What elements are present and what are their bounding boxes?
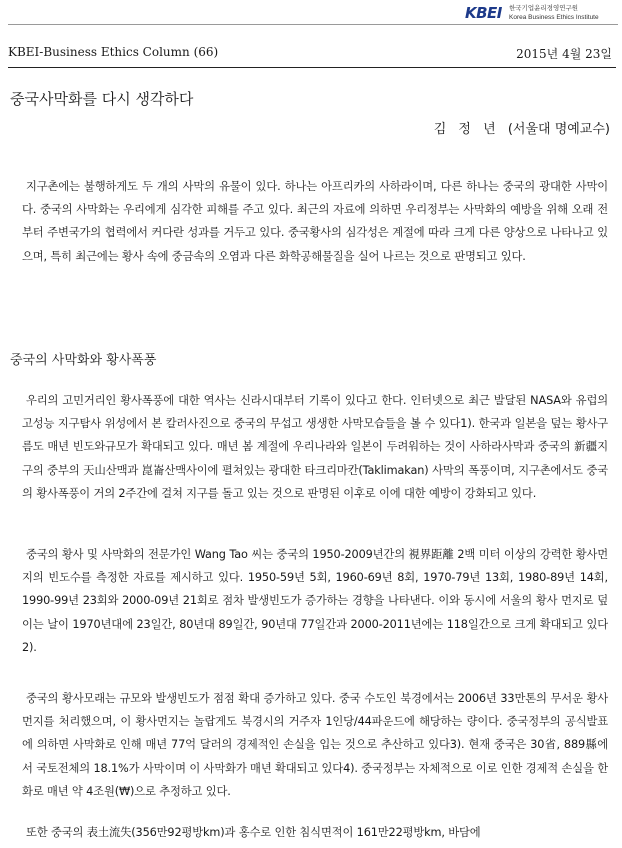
column-label: KBEI-Business Ethics Column (66) — [8, 45, 219, 59]
logo-text — [509, 4, 599, 22]
section-heading: 중국의 사막화와 황사폭풍 — [10, 353, 157, 368]
body-paragraph-2: 중국의 황사 및 사막화의 전문가인 Wang Tao 씨는 중국의 1950-2009년간의 視界距離 2백 미터 이상의 강력한 황사먼지의 빈도수를 측정한 자료를 제시하고 있다. 1950-59년 5회, 1960-69년 8회, 1970-79년 13회, 1980-89년 14회, 1990-99년 23회와 2000-09년 21회로 점차 발생빈도가 증가하는 경향을 나타낸다. 이와 동시에 서울의 황사 먼지로 덮이는 날이 1970년대에 23일간, 80년대 89일간, 90년대 77일간과 2000-2011년에는 118일간으로 크게 확대되고 있다2). — [22, 548, 608, 654]
body-paragraph-3: 중국의 황사모래는 규모와 발생빈도가 점점 확대 증가하고 있다. 중국 수도인 북경에서는 2006년 33만톤의 무서운 황사먼지를 처리했으며, 이 황사먼지는 놀랍게도 북경시의 거주자 1인당/44파운드에 해당하는 량이다. 중국정부의 공식발표에 의하면 사막화로 인해 매년 77억 달러의 경제적인 손실을 입는 것으로 추산하고 있다3). 현재 중국은 30省, 889縣에서 국토전체의 18.1%가 사막이며 이 사막화가 매년 확대되고 있다4). 중국정부는 자체적으로 이로 인한 경제적 손실을 한화로 매년 약 4조원(₩)으로 추정하고 있다. — [22, 692, 608, 798]
author-affiliation: (서울대 명예교수) — [507, 122, 610, 137]
column-date: 2015년 4월 23일 — [516, 47, 612, 61]
author-line — [434, 118, 610, 137]
author-name: 김 정 년 — [433, 122, 496, 137]
logo-org-korean: 한국기업윤리경영연구원 — [509, 4, 579, 12]
title-divider — [8, 67, 616, 68]
intro-paragraph: 지구촌에는 불행하게도 두 개의 사막의 유물이 있다. 하나는 아프리카의 사하라이며, 다른 하나는 중국의 광대한 사막이다. 중국의 사막화는 우리에게 심각한 피해를 주고 있다. 최근의 자료에 의하면 우리정부는 사막화의 예방을 위해 오래 전부터 주변국가의 협력에서 커다란 성과를 거두고 있다. 중국황사의 심각성은 계절에 따라 크게 다른 양상으로 나타나고 있으며, 특히 최근에는 황사 속에 중금속의 오염과 다른 화학공해물질을 실어 나르는 것으로 판명되고 있다. — [22, 180, 608, 263]
article-title: 중국사막화를 다시 생각하다 — [10, 90, 194, 108]
logo-org-english: Korea Business Ethics Institute — [509, 14, 599, 21]
body-paragraph-1: 우리의 고민거리인 황사폭풍에 대한 역사는 신라시대부터 기록이 있다고 한다. 인터넷으로 최근 발달된 NASA와 유럽의 고성능 지구탐사 위성에서 본 칼러사진으로 중국의 무섭고 생생한 사막모습들을 볼 수 있다1). 한국과 일본을 덮는 황사구름도 매년 빈도와규모가 확대되고 있다. 매년 봄 계절에 우리나라와 일본이 두려워하는 것이 사하라사막과 중국의 新疆지구의 중부의 天山산맥과 崑崙산맥사이에 펼쳐있는 광대한 타크리마칸(Taklimakan) 사막의 폭풍이며, 지구촌에서도 중국의 황사폭풍이 거의 2주간에 걸쳐 지구를 돌고 있는 것으로 판명된 이후로 이에 대한 예방이 강화되고 있다. — [22, 394, 608, 500]
header-divider — [8, 24, 618, 25]
kbei-logo-mark: KBEI — [465, 4, 502, 22]
body-paragraph-4: 또한 중국의 表土流失(356만92평방km)과 홍수로 인한 침식면적이 161만22평방km, 바담에 — [26, 826, 481, 839]
header-logo — [465, 3, 617, 23]
